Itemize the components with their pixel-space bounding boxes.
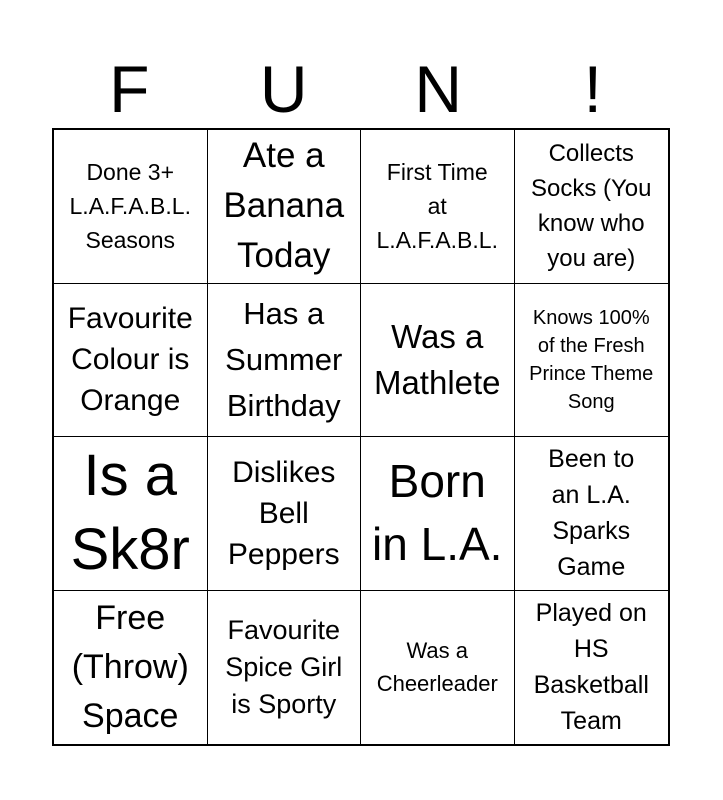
bingo-cell-r3c1[interactable] [54, 437, 208, 591]
bingo-cell-r3c2[interactable] [208, 437, 362, 591]
cell-text: Ate a Banana Today [223, 136, 345, 276]
bingo-cell-r2c2[interactable] [208, 284, 362, 438]
bingo-cell-r1c3[interactable] [361, 130, 515, 284]
cell-text: Born in L.A. [372, 455, 503, 571]
cell-text: Favourite Colour is Orange [67, 302, 193, 418]
bingo-cell-r1c1[interactable] [54, 130, 208, 284]
bingo-cell-r1c4[interactable] [515, 130, 669, 284]
bingo-cell-r2c1[interactable] [54, 284, 208, 438]
bingo-header [52, 50, 670, 128]
cell-text: Been to an L.A. Sparks Game [548, 445, 635, 582]
bingo-cell-r3c4[interactable] [515, 437, 669, 591]
bingo-cell-r4c2[interactable] [208, 591, 362, 745]
bingo-cell-r1c2[interactable] [208, 130, 362, 284]
cell-text: Free (Throw) Space [71, 598, 189, 735]
header-letter-u: U [259, 52, 308, 126]
cell-text: Collects Socks (You know who you are) [530, 140, 652, 273]
header-letter-n: N [414, 52, 463, 126]
bingo-cell-r2c4[interactable] [515, 284, 669, 438]
cell-text: Was a Cheerleader [376, 638, 498, 697]
header-letter-f: F [109, 52, 150, 126]
cell-text: Dislikes Bell Peppers [227, 455, 340, 571]
bingo-cell-r4c1[interactable] [54, 591, 208, 745]
cell-text: First Time at L.A.F.A.B.L. [376, 159, 498, 254]
bingo-cell-r3c3[interactable] [361, 437, 515, 591]
bingo-grid [52, 128, 670, 746]
cell-text: Was a Mathlete [373, 317, 501, 401]
cell-text: Favourite Spice Girl is Sporty [225, 614, 343, 719]
cell-text: Has a Summer Birthday [225, 295, 343, 423]
cell-text: Done 3+ L.A.F.A.B.L. Seasons [69, 159, 191, 254]
bingo-cell-r4c4[interactable] [515, 591, 669, 745]
bingo-cell-r4c3[interactable] [361, 591, 515, 745]
header-letter-exclamation: ! [583, 52, 602, 126]
cell-text: Played on HS Basketball Team [533, 599, 649, 736]
bingo-cell-r2c3[interactable] [361, 284, 515, 438]
cell-text: Is a Sk8r [70, 443, 190, 583]
cell-text: Knows 100% of the Fresh Prince Theme Song [529, 306, 654, 413]
